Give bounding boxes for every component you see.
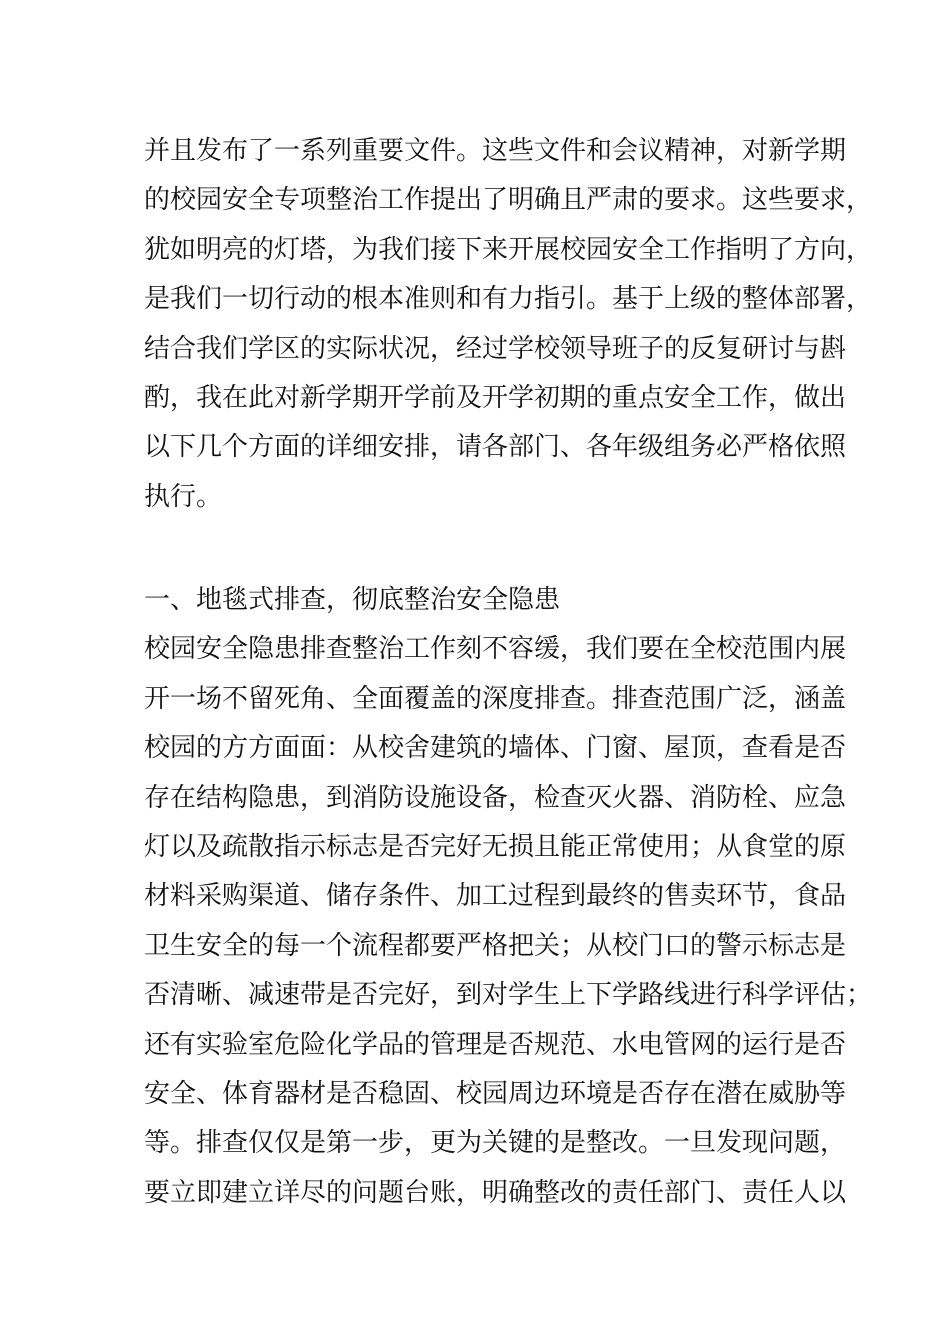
paragraph-line: 的校园安全专项整治工作提出了明确且严肃的要求。这些要求， [144, 185, 873, 216]
paragraph-line: 校园安全隐患排查整治工作刻不容缓，我们要在全校范围内展 [144, 634, 847, 665]
paragraph-line: 并且发布了一系列重要文件。这些文件和会议精神，对新学期 [144, 136, 847, 166]
section-heading: 一、地毯式排查，彻底整治安全隐患 [144, 585, 561, 615]
intro-paragraph [144, 127, 873, 522]
paragraph-line: 以下几个方面的详细安排，请各部门、各年级组务必严格依照 [144, 432, 847, 463]
paragraph-line: 是我们一切行动的根本准则和有力指引。基于上级的整体部署， [144, 284, 873, 315]
paragraph-line: 等。排查仅仅是第一步，更为关键的是整改。一旦发现问题， [144, 1128, 847, 1159]
paragraph-line: 校园的方方面面：从校舍建筑的墙体、门窗、屋顶，查看是否 [144, 733, 847, 764]
paragraph-line: 执行。 [144, 481, 223, 512]
paragraph-line: 存在结构隐患，到消防设施设备，检查灭火器、消防栓、应急 [144, 782, 847, 813]
paragraph-line: 还有实验室危险化学品的管理是否规范、水电管网的运行是否 [144, 1029, 847, 1060]
paragraph-line: 卫生安全的每一个流程都要严格把关；从校门口的警示标志是 [144, 930, 847, 961]
paragraph-line: 灯以及疏散指示标志是否完好无损且能正常使用；从食堂的原 [144, 831, 847, 862]
paragraph-line: 否清晰、减速带是否完好，到对学生上下学路线进行科学评估； [144, 980, 873, 1011]
paragraph-line: 要立即建立详尽的问题台账，明确整改的责任部门、责任人以 [144, 1177, 847, 1208]
paragraph-line: 安全、体育器材是否稳固、校园周边环境是否存在潜在威胁等 [144, 1078, 847, 1109]
paragraph-line: 酌，我在此对新学期开学前及开学初期的重点安全工作，做出 [144, 382, 847, 413]
section-1 [144, 576, 873, 1218]
paragraph-line: 犹如明亮的灯塔，为我们接下来开展校园安全工作指明了方向， [144, 234, 873, 265]
paragraph-line: 结合我们学区的实际状况，经过学校领导班子的反复研讨与斟 [144, 333, 847, 364]
paragraph-line: 开一场不留死角、全面覆盖的深度排查。排查范围广泛，涵盖 [144, 683, 847, 714]
paragraph-line: 材料采购渠道、储存条件、加工过程到最终的售卖环节，食品 [144, 881, 847, 912]
